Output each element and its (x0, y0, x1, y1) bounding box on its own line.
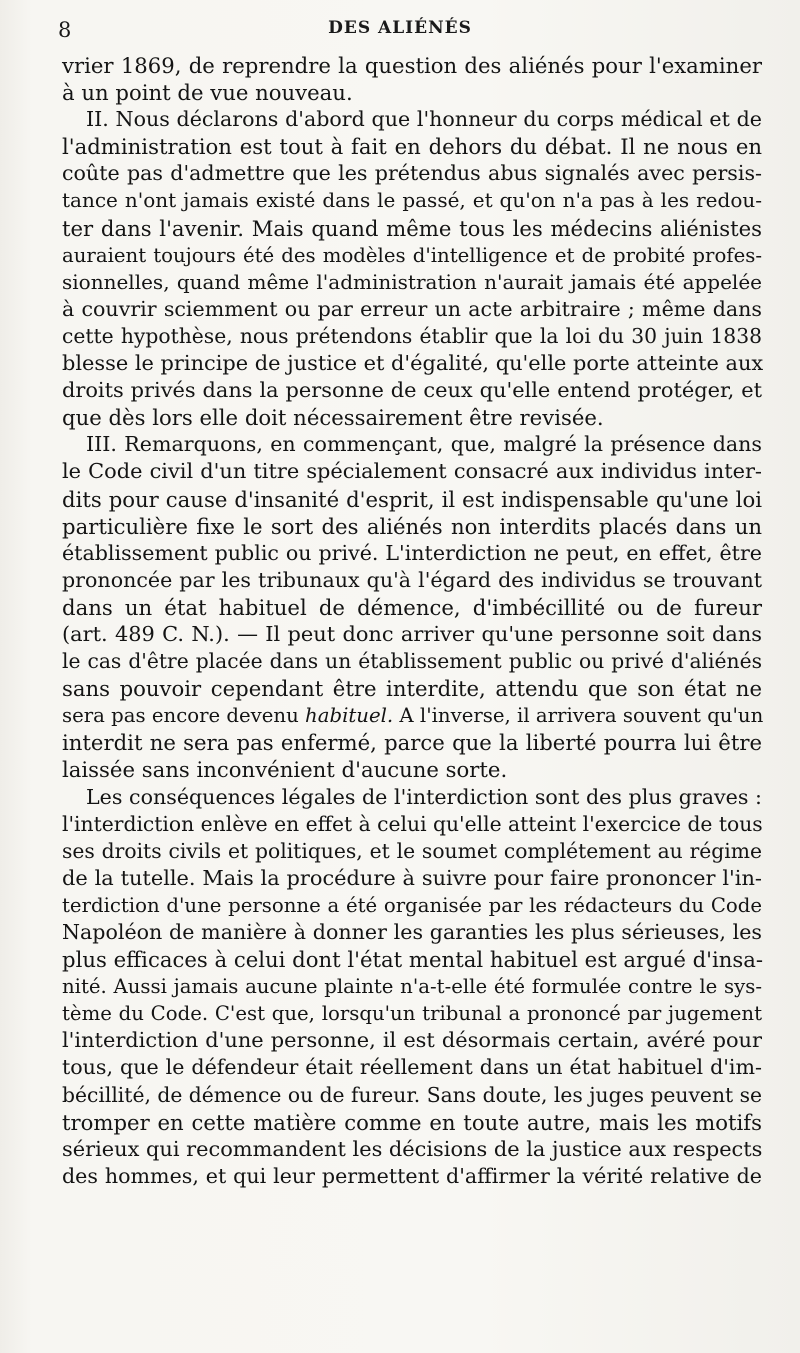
text-line: blesse le principe de justice et d'égalité, qu'elle porte atteinte aux (62, 351, 764, 376)
text-line: III. Remarquons, en commençant, que, malgré la présence dans (86, 432, 762, 457)
text-line: terdiction d'une personne a été organisée par les rédacteurs du Code (62, 893, 762, 917)
text-line: tromper en cette matière comme en toute autre, mais les motifs (62, 1109, 762, 1135)
text-line: établissement public ou privé. L'interdiction ne peut, en effet, être (62, 540, 762, 565)
text-line: cette hypothèse, nous prétendons établir que la loi du 30 juin 1838 (62, 323, 762, 348)
text-line: l'interdiction enlève en effet à celui qu'elle atteint l'exercice de tous (62, 811, 763, 836)
text-line: à un point de vue nouveau. (62, 80, 353, 106)
running-head: DES ALIÉNÉS (328, 18, 472, 38)
text-line: bécillité, de démence ou de fureur. Sans doute, les juges peuvent se (62, 1082, 763, 1107)
page-number: 8 (58, 18, 72, 42)
text-line: laissée sans inconvénient d'aucune sorte. (62, 757, 508, 783)
text-line: tous, que le défendeur était réellement dans un état habituel d'im- (62, 1055, 762, 1080)
text-line: plus efficaces à celui dont l'état mental habituel est argué d'insa- (62, 947, 764, 973)
text-line: sans pouvoir cependant être interdite, attendu que son état ne (62, 676, 762, 702)
text-line: coûte pas d'admettre que les prétendus abus signalés avec persis- (62, 161, 762, 186)
text-line: II. Nous déclarons d'abord que l'honneur du corps médical et de (86, 107, 762, 132)
text-line: nité. Aussi jamais aucune plainte n'a-t-elle été formulée contre le sys- (62, 975, 762, 999)
text-line: le Code civil d'un titre spécialement consacré aux individus inter- (62, 459, 762, 484)
text-line: interdit ne sera pas enfermé, parce que la liberté pourra lui être (62, 730, 762, 756)
text-line: tème du Code. C'est que, lorsqu'un tribunal a prononcé par jugement (62, 1002, 762, 1026)
text-line: des hommes, et qui leur permettent d'affirmer la vérité relative de (62, 1163, 762, 1188)
emphasis: habituel. (305, 704, 394, 728)
text-line: le cas d'être placée dans un établissement public ou privé d'aliénés (62, 649, 762, 674)
page-header (0, 14, 800, 44)
text-line: ses droits civils et politiques, et le soumet complétement au régime (62, 838, 762, 863)
text-line: particulière fixe le sort des aliénés non interdits placés dans un (62, 513, 762, 539)
text-line: l'interdiction d'une personne, il est désormais certain, avéré pour (62, 1028, 762, 1053)
text-line: Napoléon de manière à donner les garanties les plus sérieuses, les (62, 920, 762, 944)
text-line: tance n'ont jamais existé dans le passé, et qu'on n'a pas à les redou- (62, 188, 762, 213)
body-text (62, 52, 762, 1190)
text-line: l'administration est tout à fait en dehors du débat. Il ne nous en (62, 134, 762, 160)
text-line: ter dans l'avenir. Mais quand même tous les médecins aliénistes (62, 215, 762, 241)
text-line: (art. 489 C. N.). — Il peut donc arriver qu'une personne soit dans (62, 621, 762, 646)
text-line: prononcée par les tribunaux qu'à l'égard des individus se trouvant (62, 567, 762, 592)
text-line: à couvrir sciemment ou par erreur un acte arbitraire ; même dans (62, 296, 762, 321)
text-line: sera pas encore devenu habituel. A l'inverse, il arrivera souvent qu'un (62, 704, 764, 728)
text-line: Les conséquences légales de l'interdiction sont des plus graves : (86, 784, 762, 809)
text-line: dits pour cause d'insanité d'esprit, il est indispensable qu'une loi (62, 486, 762, 512)
text-line: que dès lors elle doit nécessairement être revisée. (62, 405, 604, 431)
text-line: sionnelles, quand même l'administration n'aurait jamais été appelée (62, 269, 762, 294)
text-line: sérieux qui recommandent les décisions de la justice aux respects (62, 1136, 763, 1161)
text-line: droits privés dans la personne de ceux qu'elle entend protéger, et (62, 378, 762, 403)
text-line: dans un état habituel de démence, d'imbécillité ou de fureur (62, 594, 762, 620)
text-line: vrier 1869, de reprendre la question des aliénés pour l'examiner (62, 53, 762, 78)
text-line: auraient toujours été des modèles d'intelligence et de probité profes- (62, 243, 762, 267)
text-line: de la tutelle. Mais la procédure à suivre pour faire prononcer l'in- (62, 865, 762, 890)
